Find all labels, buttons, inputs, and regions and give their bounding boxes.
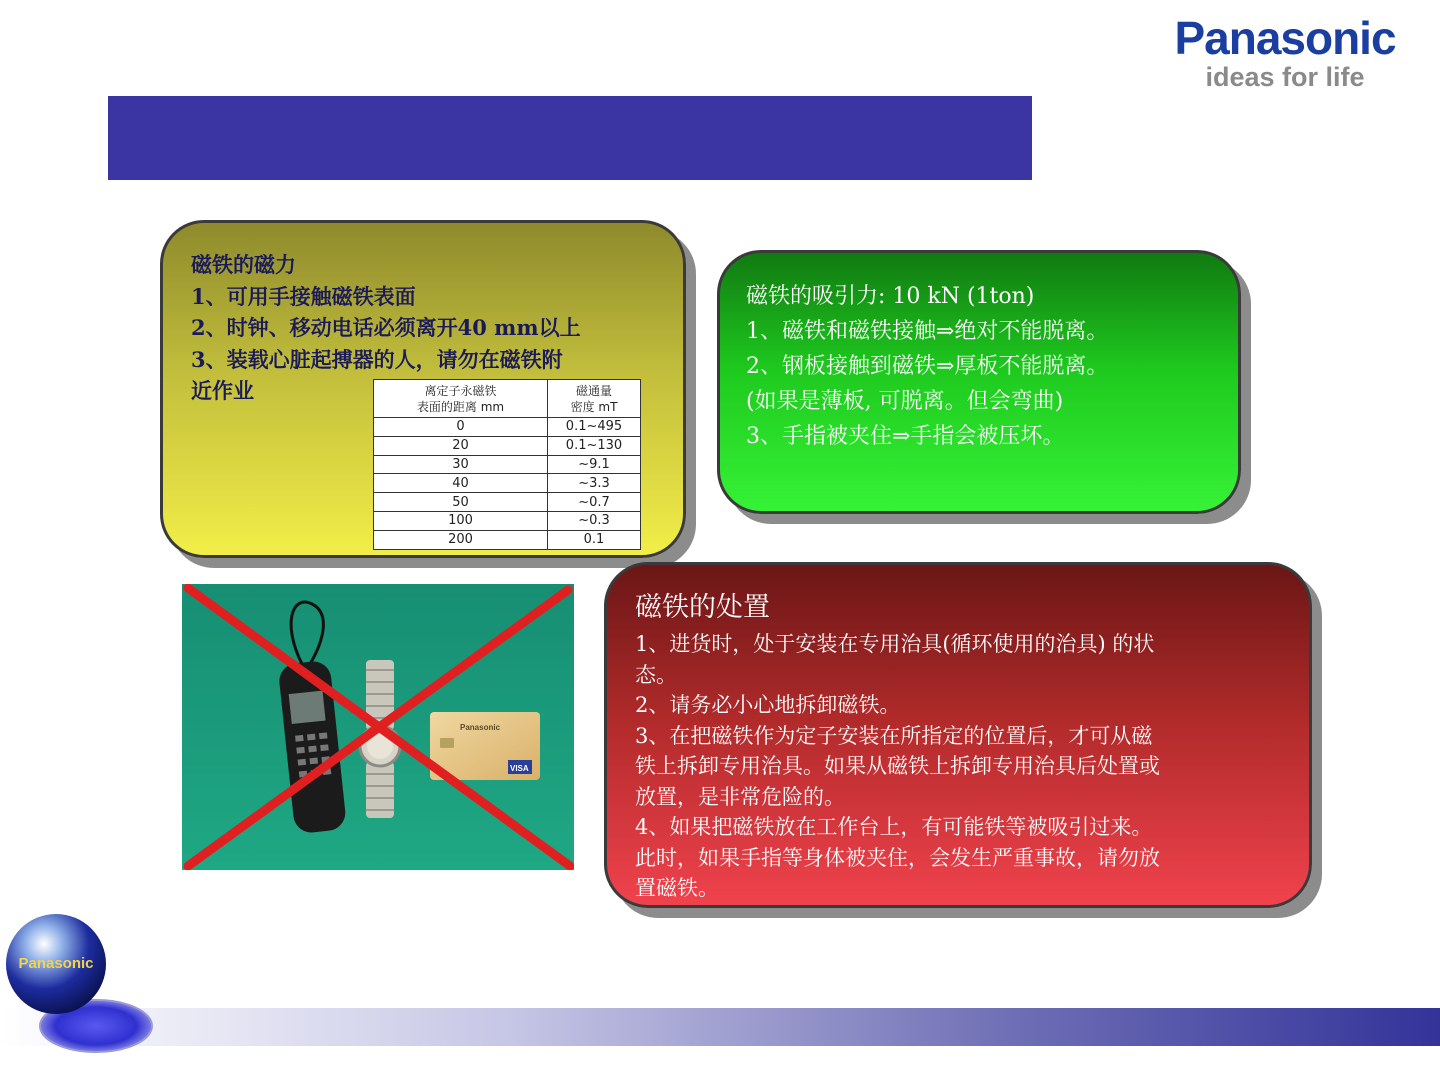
magnetic-force-card [160, 220, 686, 558]
logo-tagline: ideas for life [1205, 62, 1365, 92]
attraction-force-card [717, 250, 1241, 514]
distance-cell: 0 [374, 418, 548, 437]
distance-cell: 40 [374, 474, 548, 493]
table-row [374, 511, 641, 530]
disposal-heading: 磁铁的处置 [635, 592, 770, 623]
table-row [374, 418, 641, 437]
flux-cell: ~9.1 [548, 455, 641, 474]
flux-cell: ~0.7 [548, 493, 641, 512]
slide-title-bar [108, 96, 1032, 180]
panasonic-globe-icon [0, 908, 160, 1058]
attraction-force-text: 磁铁的吸引力: 10 kN (1ton) 1、磁铁和磁铁接触⇒绝对不能脱离。 2、钢板接触到磁铁⇒厚板不能脱离。 (如果是薄板, 可脱离。但会弯曲) 3、手指被夹住⇒手指会被压坏。 [746, 284, 1109, 449]
globe-label: Panasonic [18, 955, 94, 972]
prohibited-items-photo [182, 584, 574, 870]
header-flux-density: 磁通量 密度 mT [548, 380, 641, 418]
table-row [374, 455, 641, 474]
distance-cell: 20 [374, 436, 548, 455]
photo-illustration [182, 584, 574, 870]
header-distance: 离定子永磁铁 表面的距离 mm [374, 380, 548, 418]
flux-cell: ~0.3 [548, 511, 641, 530]
distance-cell: 100 [374, 511, 548, 530]
flux-cell: ~3.3 [548, 474, 641, 493]
card-network-text: VISA [510, 764, 529, 773]
table-row [374, 493, 641, 512]
flux-cell: 0.1~495 [548, 418, 641, 437]
credit-card-icon [430, 712, 540, 780]
distance-cell: 200 [374, 530, 548, 549]
panasonic-logo [1150, 12, 1420, 92]
disposal-text: 1、进货时，处于安装在专用治具(循环使用的治具) 的状 态。 2、请务必小心地拆卸磁铁。 3、在把磁铁作为定子安装在所指定的位置后，才可从磁 铁上拆卸专用治具。如果从磁铁上拆卸专用治具后处置或 放置，是非常危险的。 4、如果把磁铁放在工作台上，有可能铁等被吸引过来。 此时，如果手指等身体被夹住，会发生严重事故，请勿放 置磁铁。 [635, 632, 1160, 900]
table-header-row [374, 380, 641, 418]
distance-cell: 50 [374, 493, 548, 512]
logo-brand-name: Panasonic [1174, 12, 1396, 64]
table-row [374, 474, 641, 493]
table-row [374, 436, 641, 455]
flux-density-table [373, 379, 641, 550]
table-row [374, 530, 641, 549]
distance-cell: 30 [374, 455, 548, 474]
card-brand-text: Panasonic [460, 723, 501, 732]
magnetic-force-text: 磁铁的磁力 1、可用手接触磁铁表面 2、时钟、移动电话必须离开40 mm以上 3、装载心脏起搏器的人，请勿在磁铁附 近作业 [191, 252, 581, 403]
flux-cell: 0.1~130 [548, 436, 641, 455]
flux-cell: 0.1 [548, 530, 641, 549]
footer-gradient-bar [0, 1008, 1440, 1046]
magnet-disposal-card [604, 562, 1312, 908]
globe-graphic [0, 908, 160, 1058]
